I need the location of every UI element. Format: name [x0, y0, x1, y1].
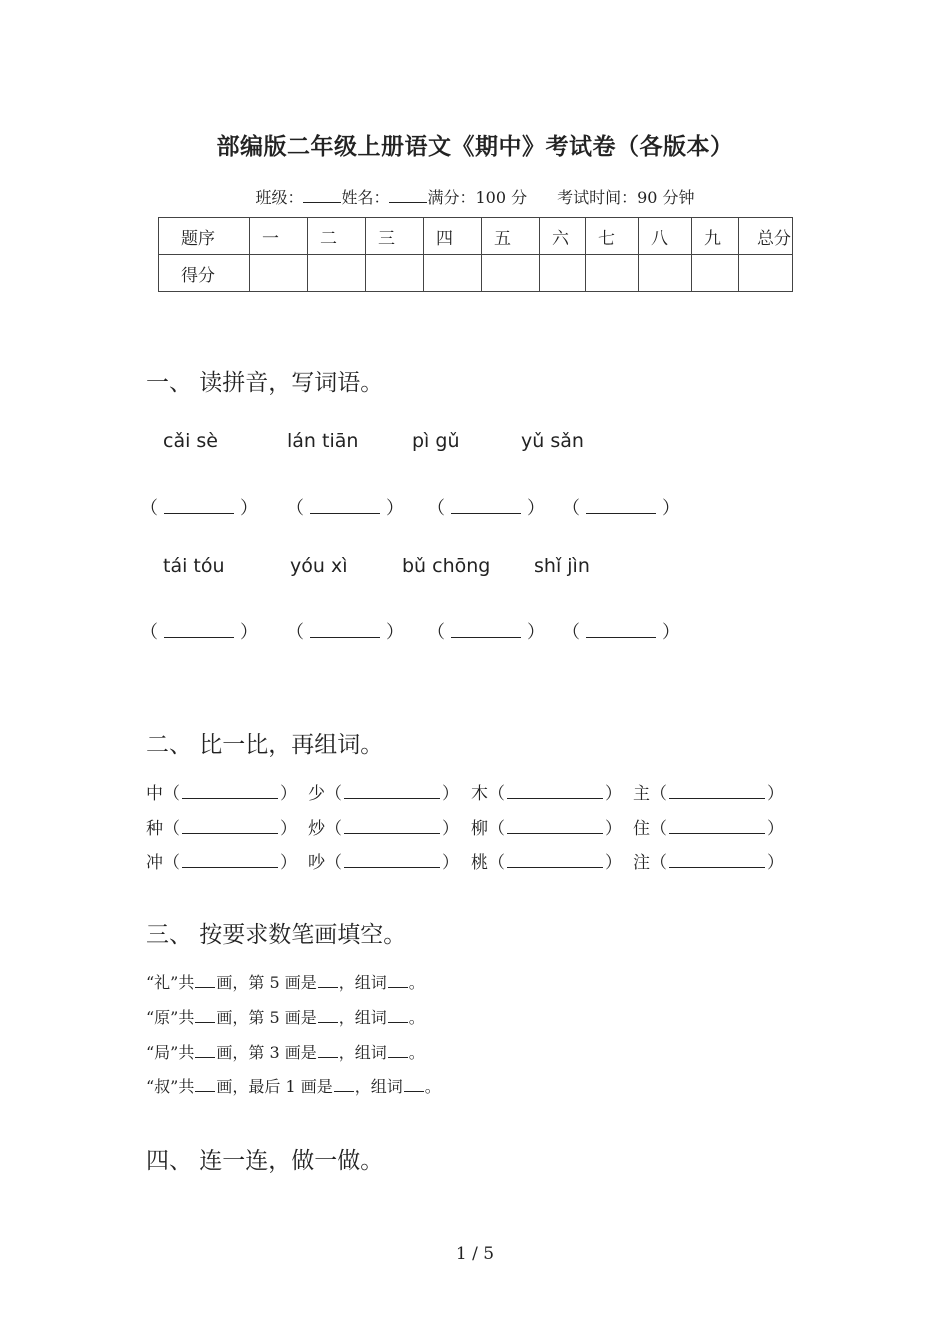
score-cell[interactable]: [692, 255, 739, 292]
compare-item[interactable]: 炒（ ）: [308, 819, 459, 839]
header-cell: 一: [250, 218, 308, 255]
class-blank[interactable]: [303, 188, 341, 203]
stroke-question[interactable]: “礼”共 画，第 5 画是 ，组词 。: [146, 973, 425, 992]
answer-blank[interactable]: （ ）: [562, 622, 680, 643]
compare-item[interactable]: 主（ ）: [633, 784, 784, 804]
compare-item[interactable]: 少（ ）: [308, 784, 459, 804]
exam-info-line: [0, 185, 950, 208]
section-3-title: 三、 按要求数笔画填空。: [146, 922, 407, 948]
stroke-question[interactable]: “叔”共 画，最后 1 画是 ，组词 。: [146, 1077, 441, 1096]
header-cell: 六: [540, 218, 586, 255]
pinyin: lán tiān: [287, 430, 359, 452]
header-cell: 七: [586, 218, 639, 255]
header-cell: 总分: [739, 218, 793, 255]
compare-item[interactable]: 吵（ ）: [308, 853, 459, 873]
header-cell: 二: [308, 218, 366, 255]
answer-blank[interactable]: （ ）: [140, 622, 258, 643]
page-number: 1 / 5: [455, 1244, 495, 1264]
answer-blank[interactable]: （ ）: [140, 498, 258, 519]
pinyin: yóu xì: [290, 555, 348, 577]
compare-item[interactable]: 冲（ ）: [146, 853, 297, 873]
full-score: 满分：100 分: [427, 188, 528, 207]
score-cell[interactable]: [250, 255, 308, 292]
pinyin: bǔ chōng: [402, 555, 491, 577]
name-blank[interactable]: [389, 188, 427, 203]
score-table-score-row: [159, 255, 793, 292]
header-cell: 三: [366, 218, 424, 255]
exam-time: 考试时间：90 分钟: [557, 188, 695, 207]
section-1-title: 一、 读拼音，写词语。: [146, 370, 384, 396]
score-table-header-row: [159, 218, 793, 255]
class-label: 班级：: [255, 188, 304, 207]
header-cell: 五: [482, 218, 540, 255]
header-cell: 题序: [159, 218, 250, 255]
section-4-title: 四、 连一连，做一做。: [146, 1148, 384, 1174]
pinyin: pì gǔ: [412, 430, 460, 452]
stroke-question[interactable]: “局”共 画，第 3 画是 ，组词 。: [146, 1043, 425, 1062]
header-cell: 四: [424, 218, 482, 255]
pinyin: yǔ sǎn: [521, 430, 584, 452]
score-cell[interactable]: [424, 255, 482, 292]
score-cell[interactable]: [308, 255, 366, 292]
score-table: [158, 217, 793, 292]
answer-blank[interactable]: （ ）: [562, 498, 680, 519]
answer-blank[interactable]: （ ）: [427, 622, 545, 643]
compare-item[interactable]: 中（ ）: [146, 784, 297, 804]
compare-item[interactable]: 注（ ）: [633, 853, 784, 873]
score-cell[interactable]: [739, 255, 793, 292]
section-2-title: 二、 比一比，再组词。: [146, 732, 384, 758]
exam-title: 部编版二年级上册语文《期中》考试卷（各版本）: [216, 133, 734, 160]
answer-blank[interactable]: （ ）: [286, 498, 404, 519]
score-cell[interactable]: [540, 255, 586, 292]
name-label: 姓名：: [341, 188, 390, 207]
compare-item[interactable]: 种（ ）: [146, 819, 297, 839]
answer-blank[interactable]: （ ）: [427, 498, 545, 519]
pinyin: cǎi sè: [163, 430, 218, 452]
compare-item[interactable]: 柳（ ）: [471, 819, 622, 839]
pinyin: shǐ jìn: [534, 555, 590, 577]
answer-blank[interactable]: （ ）: [286, 622, 404, 643]
header-cell: 八: [639, 218, 692, 255]
pinyin: tái tóu: [163, 555, 225, 577]
header-cell: 九: [692, 218, 739, 255]
score-label: 得分: [159, 255, 250, 292]
compare-item[interactable]: 木（ ）: [471, 784, 622, 804]
compare-item[interactable]: 桃（ ）: [471, 853, 622, 873]
score-cell[interactable]: [482, 255, 540, 292]
stroke-question[interactable]: “原”共 画，第 5 画是 ，组词 。: [146, 1008, 425, 1027]
score-cell[interactable]: [586, 255, 639, 292]
score-cell[interactable]: [639, 255, 692, 292]
score-cell[interactable]: [366, 255, 424, 292]
compare-item[interactable]: 住（ ）: [633, 819, 784, 839]
